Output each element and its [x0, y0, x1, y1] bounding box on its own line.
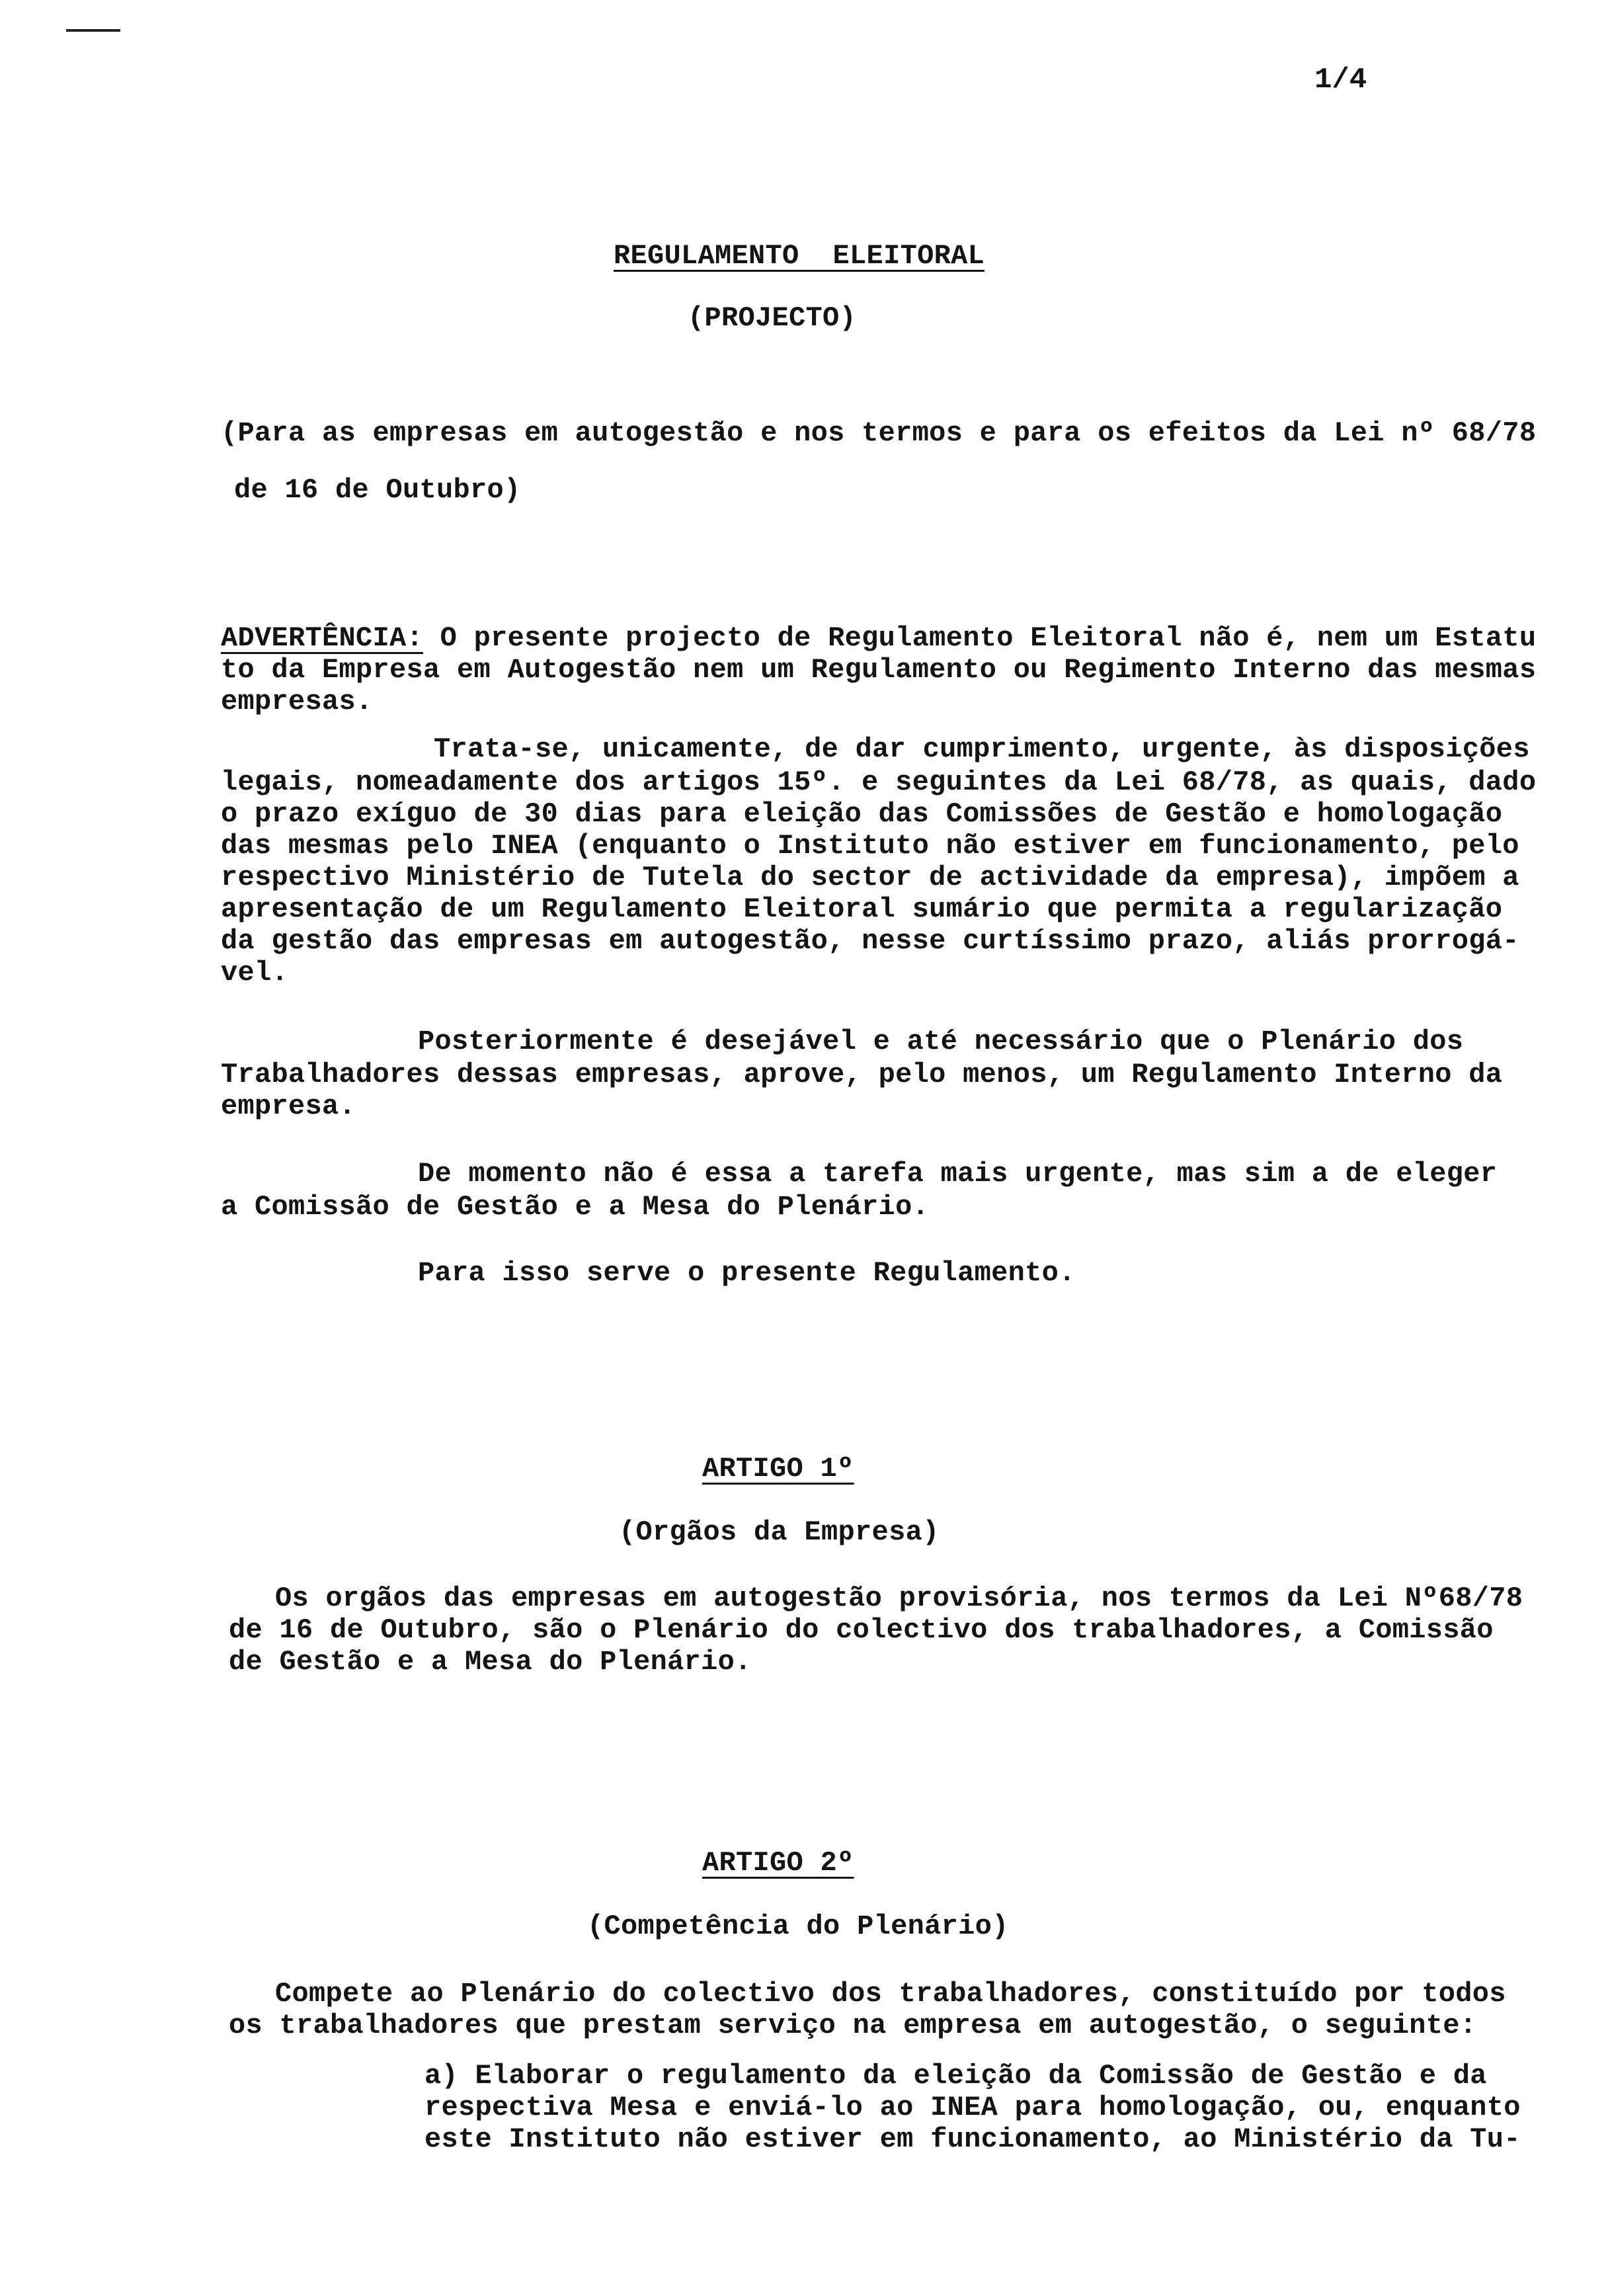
paragraph-line: empresa. — [221, 1090, 356, 1122]
warning-line: empresas. — [221, 686, 373, 718]
article-2-item-a-line: respectiva Mesa e enviá-lo ao INEA para homologação, ou, enquanto — [424, 2092, 1521, 2123]
paragraph-line: da gestão das empresas em autogestão, nesse curtíssimo prazo, aliás prorrogá- — [221, 925, 1519, 957]
paragraph-line: De momento não é essa a tarefa mais urgente, mas sim a de eleger — [418, 1158, 1498, 1190]
scope-line: (Para as empresas em autogestão e nos termos e para os efeitos da Lei nº 68/78 — [221, 417, 1537, 449]
article-1-line: de 16 de Outubro, são o Plenário do colectivo dos trabalhadores, a Comissão — [229, 1614, 1494, 1646]
warning-first-line — [221, 624, 1536, 652]
article-2-subheading: (Competência do Plenário) — [587, 1910, 1009, 1942]
scope-line: de 16 de Outubro) — [234, 474, 521, 506]
paragraph-line: legais, nomeadamente dos artigos 15º. e seguintes da Lei 68/78, as quais, dado — [221, 766, 1537, 798]
paragraph-line: Posteriormente é desejável e até necessário que o Plenário dos — [418, 1026, 1464, 1057]
paragraph-line: das mesmas pelo INEA (enquanto o Instituto não estiver em funcionamento, pelo — [221, 830, 1519, 862]
warning-text: O presente projecto de Regulamento Eleitoral não é, nem um Estatu — [423, 622, 1537, 654]
corner-mark — [66, 29, 120, 32]
warning-line: to da Empresa em Autogestão nem um Regulamento ou Regimento Interno das mesmas — [221, 654, 1537, 686]
article-2-heading: ARTIGO 2º — [702, 1847, 854, 1879]
document-subtitle: (PROJECTO) — [688, 302, 857, 334]
document-title: REGULAMENTO ELEITORAL — [614, 240, 985, 272]
paragraph-line: a Comissão de Gestão e a Mesa do Plenário. — [221, 1191, 930, 1223]
article-1-heading: ARTIGO 1º — [702, 1453, 854, 1485]
paragraph-line: Trata-se, unicamente, de dar cumprimento, urgente, às disposições — [434, 733, 1530, 765]
article-2-item-a-line: a) Elaborar o regulamento da eleição da Comissão de Gestão e da — [424, 2060, 1487, 2092]
article-2-line: os trabalhadores que prestam serviço na empresa em autogestão, o seguinte: — [229, 2010, 1477, 2041]
paragraph-line: Para isso serve o presente Regulamento. — [418, 1257, 1076, 1289]
article-2-item-a-line: este Instituto não estiver em funcionamento, ao Ministério da Tu- — [424, 2123, 1521, 2155]
article-2-line: Compete ao Plenário do colectivo dos trabalhadores, constituído por todos — [275, 1978, 1506, 2010]
page-number: 1/4 — [1314, 63, 1367, 97]
article-1-subheading: (Orgãos da Empresa) — [619, 1516, 940, 1548]
article-1-line: de Gestão e a Mesa do Plenário. — [229, 1646, 752, 1678]
paragraph-line: apresentação de um Regulamento Eleitoral sumário que permita a regularização — [221, 893, 1503, 925]
paragraph-line: o prazo exíguo de 30 dias para eleição das Comissões de Gestão e homologação — [221, 798, 1503, 830]
paragraph-line: respectivo Ministério de Tutela do sector de actividade da empresa), impõem a — [221, 862, 1519, 893]
article-1-line: Os orgãos das empresas em autogestão provisória, nos termos da Lei Nº68/78 — [275, 1582, 1523, 1614]
paragraph-line: Trabalhadores dessas empresas, aprove, pelo menos, um Regulamento Interno da — [221, 1059, 1503, 1090]
paragraph-line: vel. — [221, 957, 289, 989]
warning-label: ADVERTÊNCIA: — [221, 622, 424, 654]
